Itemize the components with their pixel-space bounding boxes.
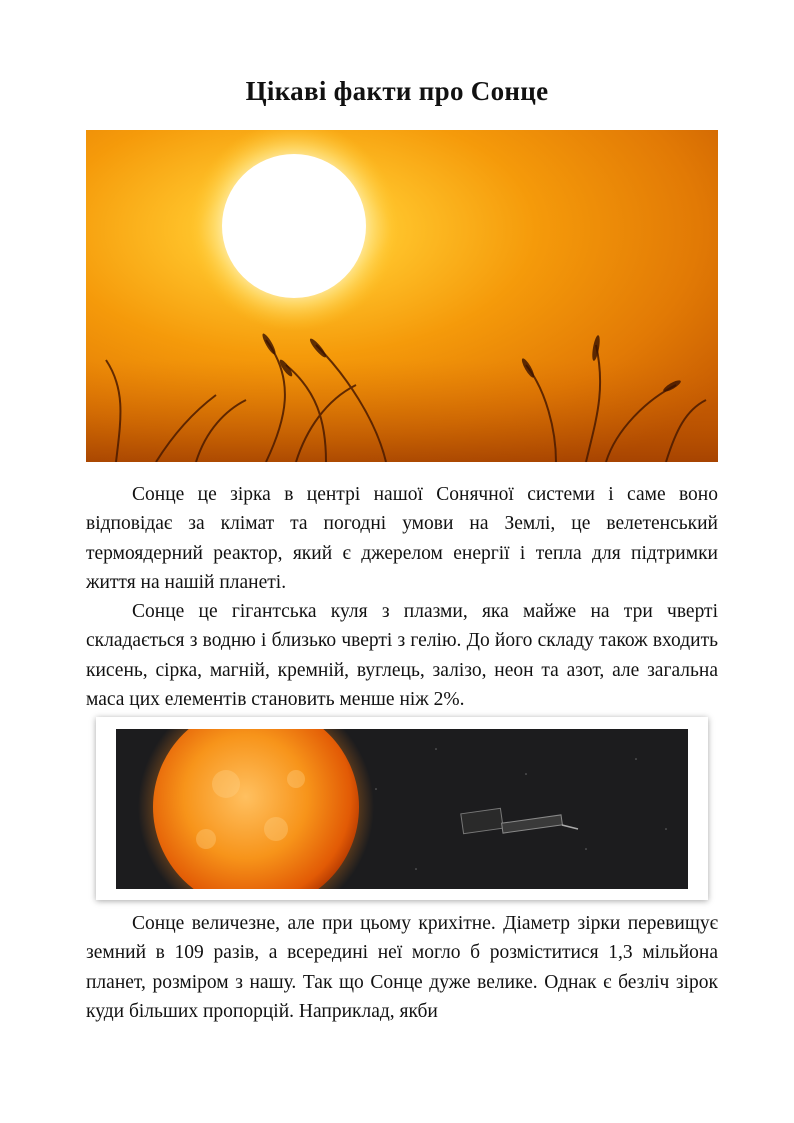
space-image-frame: [96, 717, 708, 900]
paragraph-sun-size: Сонце величезне, але при цьому крихітне. Діаметр зірки перевищує земний в 109 разів, а всередині неї могло б розміститися 1,3 мільйона планет, розміром з нашу. Так що Сонце дуже велике. Однак є безліч зірок куди більших пропорцій. Наприклад, якби: [86, 913, 718, 1022]
paragraph-sun-composition: Сонце це гігантська куля з плазми, яка майже на три чверті складається з водню і близько чверті з гелію. До його складу також входить кисень, сірка, магній, кремній, вуглець, залізо, неон та азот, але загальна маса цих елементів становить менше ніж 2%.: [86, 601, 718, 710]
page-title: Цікаві факти про Сонце: [245, 76, 549, 106]
sun-and-probe-photo: [116, 729, 688, 889]
sunset-photo: [86, 130, 718, 462]
paragraph-sun-overview: Сонце це зірка в центрі нашої Сонячної системи і саме воно відповідає за клімат та погодні умови на Землі, це велетенський термоядерний реактор, який є джерелом енергії і тепла для підтримки життя на нашій планеті.: [86, 484, 718, 593]
